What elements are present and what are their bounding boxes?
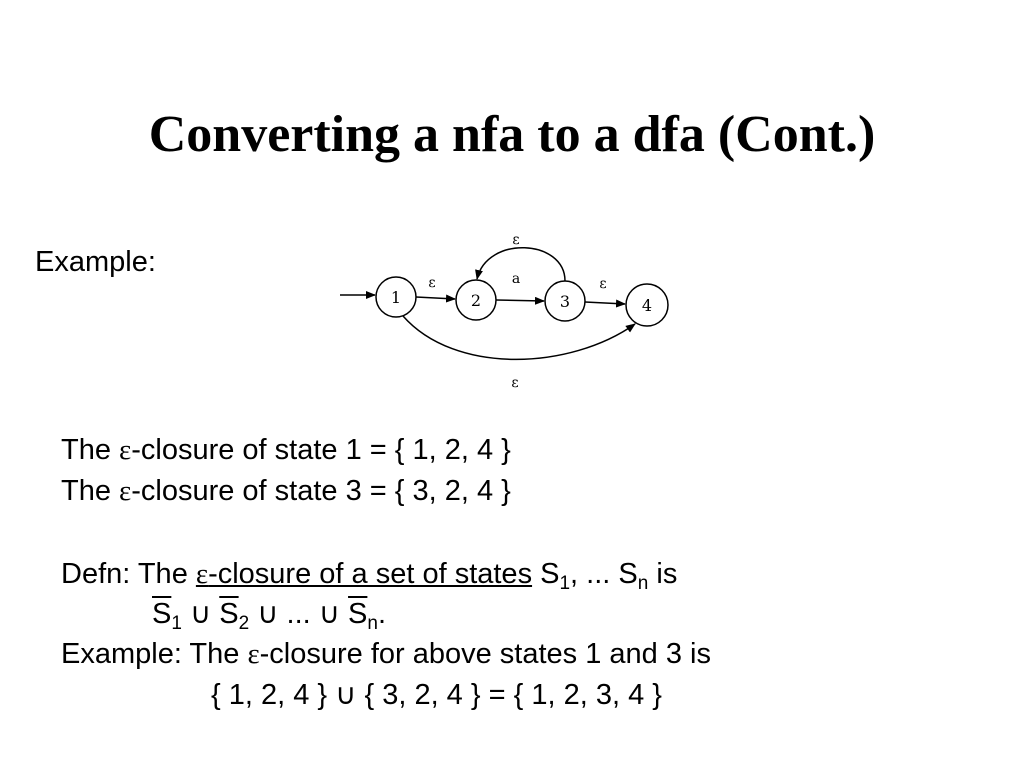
slide-title: Converting a nfa to a dfa (Cont.) bbox=[148, 106, 876, 163]
union-end: . bbox=[377, 598, 387, 630]
state-3-label: 3 bbox=[559, 292, 571, 311]
epsilon-symbol: ε bbox=[119, 434, 132, 466]
union-sub-n: n bbox=[367, 613, 378, 634]
edge-1-4-label: ε bbox=[511, 375, 519, 391]
defn-term bbox=[196, 558, 532, 590]
epsilon-symbol: ε bbox=[119, 475, 132, 507]
edge-2-3-label: a bbox=[511, 271, 521, 287]
defn-s: S bbox=[532, 558, 560, 590]
defn-sub-1: 1 bbox=[559, 573, 571, 594]
union-s1: $\overline{S}$ bbox=[152, 598, 172, 630]
edge-3-2-loop bbox=[477, 248, 565, 281]
definition-line bbox=[61, 556, 677, 592]
closure-state-1 bbox=[61, 432, 511, 468]
nfa-diagram bbox=[335, 225, 680, 395]
union-sub-2: 2 bbox=[238, 613, 250, 634]
union-symbol: ∪ bbox=[181, 598, 220, 630]
state-4-label: 4 bbox=[641, 296, 653, 315]
defn-sub-n: n bbox=[637, 573, 649, 594]
union-s2: $\overline{S}$ bbox=[219, 598, 239, 630]
union-line bbox=[152, 596, 386, 632]
state-4 bbox=[626, 284, 668, 326]
edge-1-4-curve bbox=[403, 316, 635, 359]
closure-state-3 bbox=[61, 473, 511, 509]
state-2 bbox=[456, 280, 496, 320]
result-union-symbol: ∪ bbox=[327, 679, 365, 711]
closure-3-prefix: The bbox=[61, 475, 120, 507]
example-2-text: -closure for above states 1 and 3 is bbox=[259, 638, 711, 670]
state-1 bbox=[376, 277, 416, 317]
epsilon-symbol: ε bbox=[247, 638, 260, 670]
state-2-label: 2 bbox=[470, 291, 482, 310]
defn-is: is bbox=[648, 558, 678, 590]
example-label: Example: bbox=[35, 246, 156, 278]
result-line bbox=[211, 677, 662, 713]
edge-3-4 bbox=[585, 302, 625, 304]
result-set-b: { 3, 2, 4 } = { 1, 2, 3, 4 } bbox=[364, 679, 662, 711]
union-ellipsis: ∪ ... ∪ bbox=[249, 598, 349, 630]
defn-term-text: -closure of a set of states bbox=[208, 558, 533, 590]
closure-3-text: -closure of state 3 = { 3, 2, 4 } bbox=[131, 475, 511, 507]
closure-1-prefix: The bbox=[61, 434, 120, 466]
defn-prefix: Defn: The bbox=[61, 558, 196, 590]
edge-1-2-label: ε bbox=[428, 275, 436, 291]
state-3 bbox=[545, 281, 585, 321]
epsilon-symbol: ε bbox=[195, 558, 209, 590]
edge-1-2 bbox=[416, 297, 455, 299]
union-sub-1: 1 bbox=[171, 613, 182, 634]
edge-2-3 bbox=[496, 300, 544, 301]
defn-mid: , ... S bbox=[570, 558, 638, 590]
result-set-a: { 1, 2, 4 } bbox=[211, 679, 328, 711]
state-1-label: 1 bbox=[390, 288, 402, 307]
edge-3-4-label: ε bbox=[599, 276, 607, 292]
edge-3-2-label: ε bbox=[512, 232, 520, 248]
example-2-prefix: Example: The bbox=[61, 638, 248, 670]
closure-1-text: -closure of state 1 = { 1, 2, 4 } bbox=[131, 434, 511, 466]
example-2-line bbox=[61, 636, 711, 672]
union-sn: $\overline{S}$ bbox=[348, 598, 368, 630]
